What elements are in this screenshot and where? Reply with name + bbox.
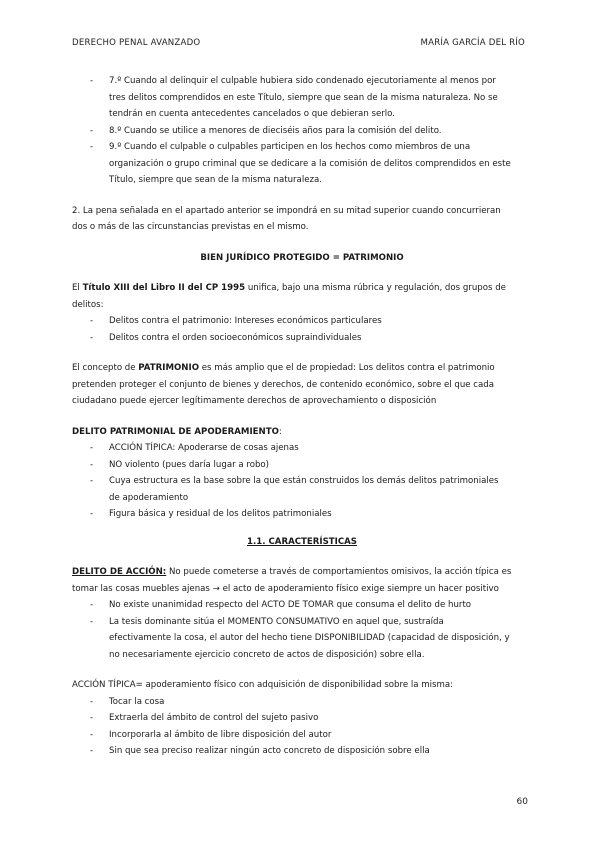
list-item-line: NO violento (pues daría lugar a robo)	[109, 459, 270, 470]
list-item	[72, 330, 532, 347]
list-item	[72, 313, 532, 330]
list-item-line: no necesariamente ejercicio concreto de actos de disposición) sobre ella.	[109, 649, 425, 660]
delito-patrimonial-heading: DELITO PATRIMONIAL DE APODERAMIENTO:	[72, 426, 282, 437]
list-item	[72, 743, 532, 760]
list-item	[72, 694, 532, 711]
bullet-dash: -	[90, 729, 94, 740]
list-item-line: tendrán en cuenta antecedentes cancelados o que debieran serlo.	[109, 109, 396, 119]
paragraph-line: 2. La pena señalada en el apartado anterior se impondrá en su mitad superior cuando concurrieran	[72, 205, 501, 216]
section-heading-bien-juridico: BIEN JURÍDICO PROTEGIDO = PATRIMONIO	[200, 252, 404, 263]
list-item-line: 7.º Cuando al delinquir el culpable hubiera sido condenado ejecutoriamente al menos por	[109, 76, 496, 86]
paragraph-line: delitos:	[72, 299, 104, 310]
list-item	[72, 73, 532, 123]
titulo-bold: Título XIII del Libro II del CP 1995	[82, 283, 246, 293]
list-item	[72, 123, 532, 140]
paragraph-line: tomar las cosas muebles ajenas → el acto de apoderamiento físico exige siempre un hacer positivo	[72, 583, 499, 594]
paragraph-line: dos o más de las circunstancias previstas en el mismo.	[72, 222, 309, 232]
list-item	[72, 506, 532, 523]
list-item-line: Título, siempre que sean de la misma naturaleza.	[109, 175, 323, 185]
list-item-line: ACCIÓN TÍPICA: Apoderarse de cosas ajenas	[109, 443, 299, 453]
bullet-dash: -	[90, 76, 94, 86]
page-number: 60	[516, 797, 528, 807]
bullet-dash: -	[90, 443, 94, 453]
paragraph-2	[72, 203, 532, 236]
list-item-line: No existe unanimidad respecto del ACTO DE TOMAR que consuma el delito de hurto	[109, 600, 472, 610]
list-item-line: Delitos contra el patrimonio: Intereses económicos particulares	[109, 316, 382, 326]
header-right: MARÍA GARCÍA DEL RÍO	[420, 38, 525, 48]
list-item-line: Cuya estructura es la base sobre la que están construidos los demás delitos patrimoniales	[109, 476, 499, 486]
bullet-dash: -	[90, 459, 94, 470]
bullet-dash: -	[90, 746, 94, 756]
bullet-dash: -	[90, 316, 94, 326]
delito-accion-bold: DELITO DE ACCIÓN:	[72, 567, 167, 577]
list-item-line: Figura básica y residual de los delitos patrimoniales	[109, 509, 332, 519]
section-heading-caracteristicas: 1.1. CARACTERÍSTICAS	[247, 536, 357, 547]
list-item-line: Incorporarla al ámbito de libre disposición del autor	[109, 729, 332, 740]
list-item	[72, 597, 532, 614]
list-item-line: Tocar la cosa	[109, 696, 165, 707]
list-item-line: de apoderamiento	[109, 492, 189, 503]
list-item-line: La tesis dominante sitúa el MOMENTO CONSUMATIVO en aquel que, sustraída	[109, 616, 444, 627]
list-item-line: Sin que sea preciso realizar ningún acto concreto de disposición sobre ella	[109, 746, 430, 756]
bullet-dash: -	[90, 696, 94, 707]
accion-tipica-intro: ACCIÓN TÍPICA= apoderamiento físico con adquisición de disponibilidad sobre la misma:	[72, 680, 454, 690]
list-item-line: efectivamente la cosa, el autor del hecho tiene DISPONIBILIDAD (capacidad de disposición, y	[109, 633, 510, 643]
list-item-line: Delitos contra el orden socioeconómicos supraindividuales	[109, 332, 362, 343]
bullet-dash: -	[90, 509, 94, 519]
list-item-line: Extraerla del ámbito de control del sujeto pasivo	[109, 713, 319, 723]
list-item	[72, 614, 532, 664]
bullet-dash: -	[90, 142, 94, 152]
list-item-line: 8.º Cuando se utilice a menores de dieciséis años para la comisión del delito.	[109, 125, 442, 136]
bullet-dash: -	[90, 332, 94, 343]
list-item	[72, 473, 532, 506]
paragraph-concepto: El concepto de PATRIMONIO es más amplio que el de propiedad: Los delitos contra el patrimonio pretenden proteger el conjunto de bienes y derechos, de contenido económico, sobre el que cada ciudadano puede ejercer legítimamente derechos de aprovechamiento o disposición	[72, 360, 532, 410]
list-item	[72, 440, 532, 457]
bullet-dash: -	[90, 476, 94, 486]
list-item	[72, 727, 532, 744]
list-item	[72, 457, 532, 474]
bullet-dash: -	[90, 600, 94, 610]
list-item	[72, 710, 532, 727]
list-item-line: 9.º Cuando el culpable o culpables participen en los hechos como miembros de una	[109, 142, 471, 152]
list-item	[72, 139, 532, 189]
paragraph-titulo: El Título XIII del Libro II del CP 1995 unifica, bajo una misma rúbrica y regulación, dos grupos de delitos:	[72, 280, 532, 313]
paragraph-line: ciudadano puede ejercer legítimamente derechos de aprovechamiento o disposición	[72, 396, 437, 406]
bullet-dash: -	[90, 616, 94, 627]
paragraph-delito-accion: DELITO DE ACCIÓN: No puede cometerse a través de comportamientos omisivos, la acción típica es tomar las cosas muebles ajenas → el acto de apoderamiento físico exige siempre un hacer positivo	[72, 564, 532, 597]
list-item-line: organización o grupo criminal que se dedicare a la comisión de delitos comprendidos en este	[109, 158, 511, 169]
patrimonio-bold: PATRIMONIO	[138, 363, 200, 373]
bullet-dash: -	[90, 125, 94, 136]
header-left: DERECHO PENAL AVANZADO	[72, 38, 201, 48]
document-body	[72, 73, 532, 760]
bullet-dash: -	[90, 713, 94, 723]
paragraph-line: pretenden proteger el conjunto de bienes y derechos, de contenido económico, sobre el que cada	[72, 379, 495, 390]
list-item-line: tres delitos comprendidos en este Título, siempre que sean de la misma naturaleza. No se	[109, 92, 498, 103]
